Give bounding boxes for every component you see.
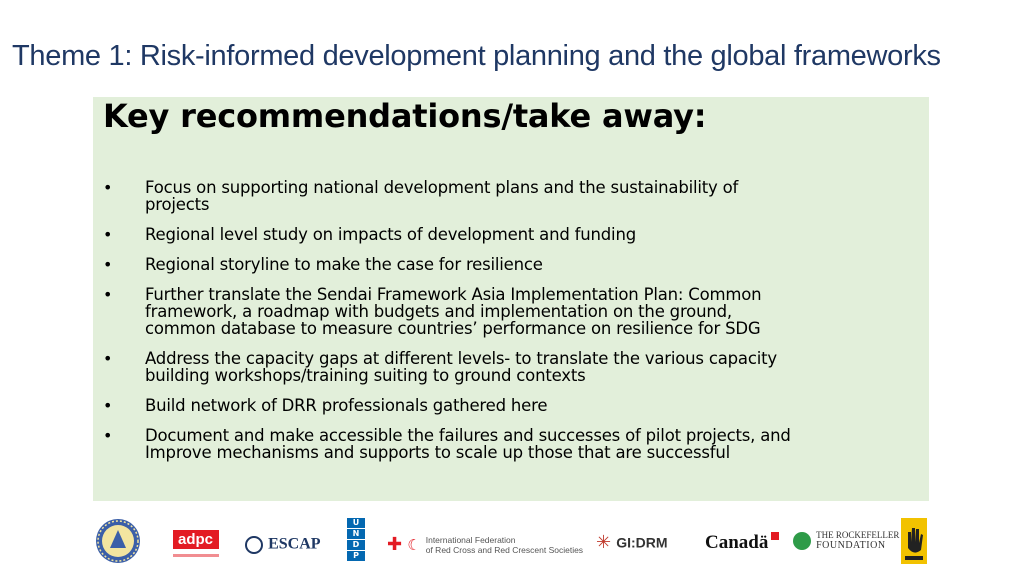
adpc-logo (173, 530, 219, 557)
rockefeller-globe-icon (793, 532, 811, 550)
recommendation-line: Further translate the Sendai Framework Asia Implementation Plan: Common (145, 285, 762, 304)
gidrm-logo (596, 532, 668, 553)
hand-emblem-icon (901, 518, 927, 564)
undp-letter: P (347, 551, 365, 561)
recommendation-line: common database to measure countries’ performance on resilience for SDG (145, 319, 761, 338)
recommendation-line: Document and make accessible the failures and successes of pilot projects, and (145, 426, 791, 445)
undp-letter-grid (347, 518, 367, 561)
bullet-glyph: • (103, 396, 113, 415)
ifrc-logo (387, 534, 583, 555)
slide-title: Theme 1: Risk-informed development planning and the global frameworks (12, 40, 941, 72)
undp-letter: U (347, 518, 365, 528)
bullet-glyph: • (103, 255, 113, 274)
partner-logos (93, 516, 933, 568)
adpc-logo-text: adpc (173, 530, 219, 549)
recommendation-item (93, 286, 929, 337)
canada-logo (705, 532, 779, 554)
rockefeller-text-line1: THE ROCKEFELLER (816, 530, 900, 540)
recommendations-list (93, 179, 929, 474)
recommendation-line: Improve mechanisms and supports to scale up those that are successful (145, 443, 731, 462)
recommendation-line: Focus on supporting national development plans and the sustainability of (145, 178, 739, 197)
bullet-glyph: • (103, 178, 113, 197)
recommendation-item (93, 427, 929, 461)
recommendation-line: projects (145, 195, 210, 214)
recommendation-item (93, 179, 929, 213)
emblem-logo (901, 518, 927, 568)
ifrc-text-line2: of Red Cross and Red Crescent Societies (425, 544, 584, 555)
bullet-glyph: • (103, 349, 113, 368)
undp-logo (347, 518, 367, 562)
undp-letter: N (347, 529, 365, 539)
bullet-glyph: • (103, 285, 113, 304)
bullet-glyph: • (103, 225, 113, 244)
recommendation-line: Address the capacity gaps at different levels- to translate the various capacity (145, 349, 777, 368)
escap-logo (245, 534, 321, 554)
red-cross-icon: ✚ (387, 534, 403, 555)
recommendations-panel (93, 97, 929, 501)
government-seal-icon (95, 518, 141, 564)
recommendation-line: Build network of DRR professionals gathered here (145, 396, 548, 415)
government-seal-logo (95, 518, 141, 568)
panel-heading: Key recommendations/take away: (103, 97, 707, 135)
recommendation-item (93, 350, 929, 384)
recommendation-line: framework, a roadmap with budgets and implementation on the ground, (145, 302, 732, 321)
un-emblem-icon (245, 536, 263, 554)
maple-flag-icon (771, 532, 779, 540)
recommendation-line: building workshops/training suiting to ground contexts (145, 366, 586, 385)
recommendation-line: Regional level study on impacts of development and funding (145, 225, 636, 244)
recommendation-item (93, 397, 929, 414)
canada-logo-text: Canadä (705, 532, 769, 553)
red-crescent-icon: ☾ (407, 535, 421, 554)
recommendation-line: Regional storyline to make the case for resilience (145, 255, 543, 274)
gidrm-logo-text: GI:DRM (616, 534, 668, 551)
ifrc-text-line1: International Federation (425, 534, 516, 545)
rockefeller-logo (793, 530, 899, 551)
escap-logo-text: ESCAP (268, 535, 321, 553)
recommendation-item (93, 256, 929, 273)
gidrm-burst-icon: ✳ (596, 532, 612, 553)
undp-letter: D (347, 540, 365, 550)
bullet-glyph: • (103, 426, 113, 445)
rockefeller-text-line2: FOUNDATION (816, 540, 886, 551)
recommendation-item (93, 226, 929, 243)
